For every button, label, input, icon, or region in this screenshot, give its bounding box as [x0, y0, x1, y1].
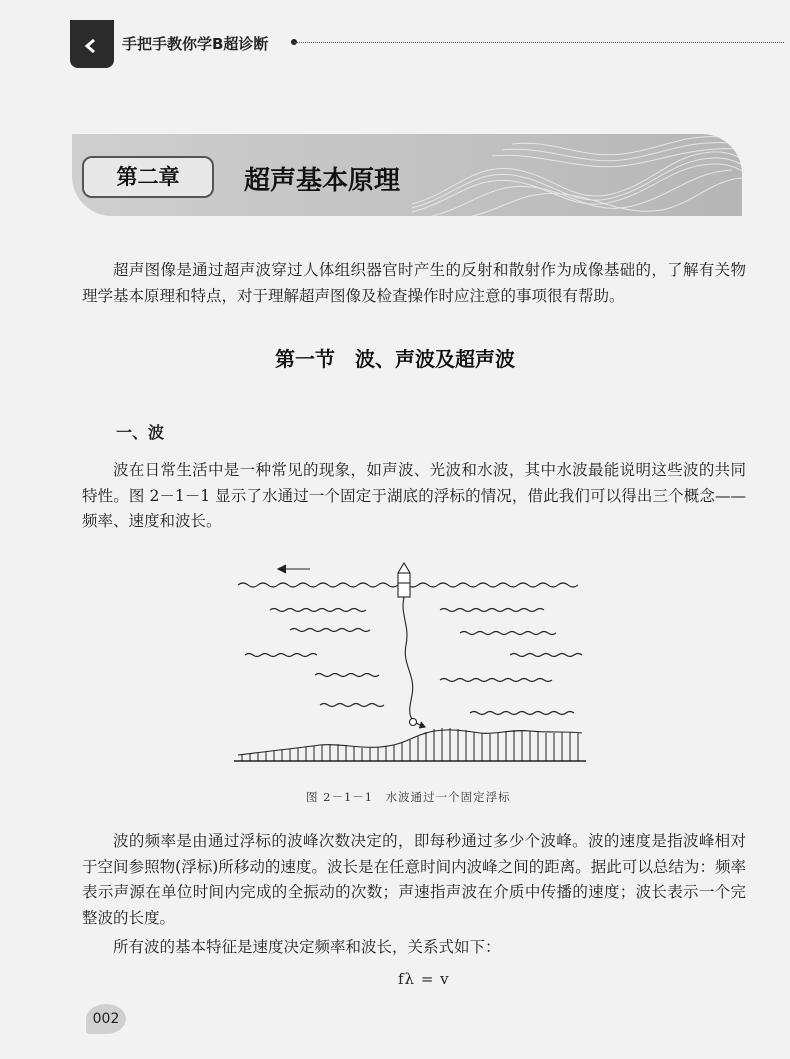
buoy — [398, 563, 410, 597]
subsection-title: 一、波 — [116, 423, 165, 442]
header-rule — [294, 42, 784, 43]
frequency-paragraph: 波的频率是由通过浮标的波峰次数决定的，即每秒通过多少个波峰。波的速度是指波峰相对于空间参照物(浮标)所移动的速度。波长是在任意时间内波峰之间的距离。据此可以总结为：频率表示声源在单位时间内完成的全振动的次数；声速指声波在介质中传播的速度；波长表示一个完整波的长度。 — [82, 832, 746, 927]
wave-paragraph: 波在日常生活中是一种常见的现象，如声波、光波和水波，其中水波最能说明这些波的共同特性。图 2－1－1 显示了水通过一个固定于湖底的浮标的情况，借此我们可以得出三个概念——频率、速度和波长。 — [82, 461, 746, 530]
formula: fλ = v — [398, 970, 450, 988]
running-header — [0, 0, 790, 70]
anchor — [410, 719, 417, 726]
back-button[interactable] — [70, 20, 114, 68]
buoy-tether — [403, 597, 413, 719]
chapter-title: 超声基本原理 — [244, 166, 401, 196]
lake-bed-hatching — [242, 728, 578, 761]
wave-decoration — [412, 134, 742, 216]
chevron-left-icon — [83, 38, 99, 54]
intro-paragraph: 超声图像是通过超声波穿过人体组织器官时产生的反射和散射作为成像基础的，了解有关物理学基本原理和特点，对于理解超声图像及检查操作时应注意的事项很有帮助。 — [82, 261, 746, 305]
figure-caption: 图 2－1－1 水波通过一个固定浮标 — [306, 790, 511, 804]
water-wave-illustration — [230, 555, 590, 775]
book-title: 手把手教你学B超诊断 — [122, 35, 269, 53]
chapter-number: 第二章 — [82, 156, 214, 198]
page-number: 002 — [86, 1004, 126, 1034]
figure-water-wave — [230, 555, 590, 779]
chapter-banner — [72, 134, 742, 216]
section-title: 第一节 波、声波及超声波 — [275, 347, 515, 371]
left-arrow-icon — [278, 565, 310, 573]
basic-feature-paragraph: 所有波的基本特征是速度决定频率和波长，关系式如下： — [113, 938, 501, 956]
